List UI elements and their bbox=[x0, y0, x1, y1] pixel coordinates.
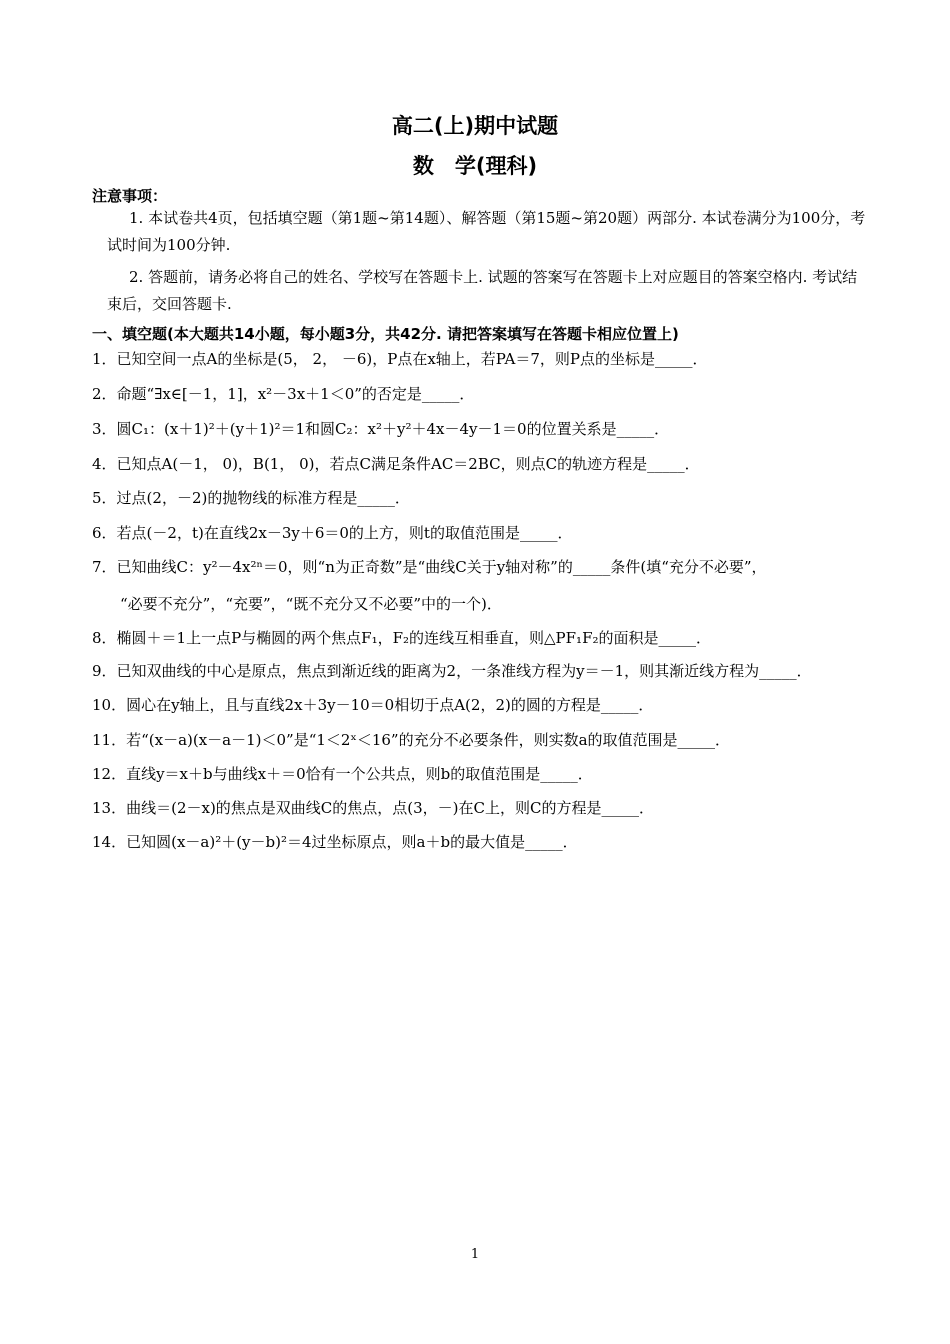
question-2: 2．命题“∃x∈[－1，1]，x²－3x＋1＜0”的否定是_____． bbox=[92, 385, 475, 403]
question-4: 4．已知点A(－1， 0)，B(1， 0)，若点C满足条件AC＝2BC，则点C的轨迹方程是_____． bbox=[92, 455, 700, 473]
question-5: 5．过点(2，－2)的抛物线的标准方程是_____． bbox=[92, 489, 410, 507]
notice-item-2: 2. 答题前，请务必将自己的姓名、学校写在答题卡上. 试题的答案写在答题卡上对应题目的答案空格内. 考试结束后，交回答题卡. bbox=[107, 268, 858, 313]
question-6: 6．若点(－2，t)在直线2x－3y＋6＝0的上方，则t的取值范围是_____． bbox=[92, 524, 573, 542]
question-3: 3．圆C₁：(x＋1)²＋(y＋1)²＝1和圆C₂：x²＋y²＋4x－4y－1＝0的位置关系是_____． bbox=[92, 420, 670, 438]
question-11: 11．若“(x－a)(x－a－1)＜0”是“1＜2ˣ＜16”的充分不必要条件，则实数a的取值范围是_____． bbox=[92, 731, 731, 749]
question-8: 8．椭圆＋＝1上一点P与椭圆的两个焦点F₁，F₂的连线互相垂直，则△PF₁F₂的面积是_____． bbox=[92, 629, 711, 647]
question-1: 1．已知空间一点A的坐标是(5， 2， －6)，P点在x轴上，若PA＝7，则P点的坐标是_____． bbox=[92, 350, 708, 368]
exam-subtitle: 数 学(理科) bbox=[412, 154, 538, 178]
question-10: 10．圆心在y轴上，且与直线2x＋3y－10＝0相切于点A(2，2)的圆的方程是_____． bbox=[92, 696, 654, 714]
question-12: 12．直线y＝x＋b与曲线x＋＝0恰有一个公共点，则b的取值范围是_____． bbox=[92, 765, 593, 783]
exam-title: 高二(上)期中试题 bbox=[391, 114, 559, 138]
question-14: 14．已知圆(x－a)²＋(y－b)²＝4过坐标原点，则a＋b的最大值是_____． bbox=[92, 833, 578, 851]
page-number: 1 bbox=[470, 1247, 480, 1262]
section-heading: 一、填空题(本大题共14小题，每小题3分，共42分. 请把答案填写在答题卡相应位置上) bbox=[92, 325, 679, 343]
question-7-continued: “必要不充分”，“充要”，“既不充分又不必要”中的一个)． bbox=[120, 595, 502, 613]
notice-heading: 注意事项： bbox=[92, 187, 168, 205]
question-9: 9．已知双曲线的中心是原点，焦点到渐近线的距离为2，一条准线方程为y＝－1，则其渐近线方程为_____． bbox=[92, 662, 812, 680]
question-13: 13．曲线＝(2－x)的焦点是双曲线C的焦点，点(3，－)在C上，则C的方程是_____． bbox=[92, 799, 654, 817]
notice-item-1: 1. 本试卷共4页，包括填空题（第1题~第14题）、解答题（第15题~第20题）两部分. 本试卷满分为100分，考试时间为100分钟. bbox=[107, 209, 866, 254]
question-7: 7．已知曲线C：y²－4x²ⁿ＝0，则“n为正奇数”是“曲线C关于y轴对称”的_____条件(填“充分不必要”， bbox=[92, 558, 767, 576]
